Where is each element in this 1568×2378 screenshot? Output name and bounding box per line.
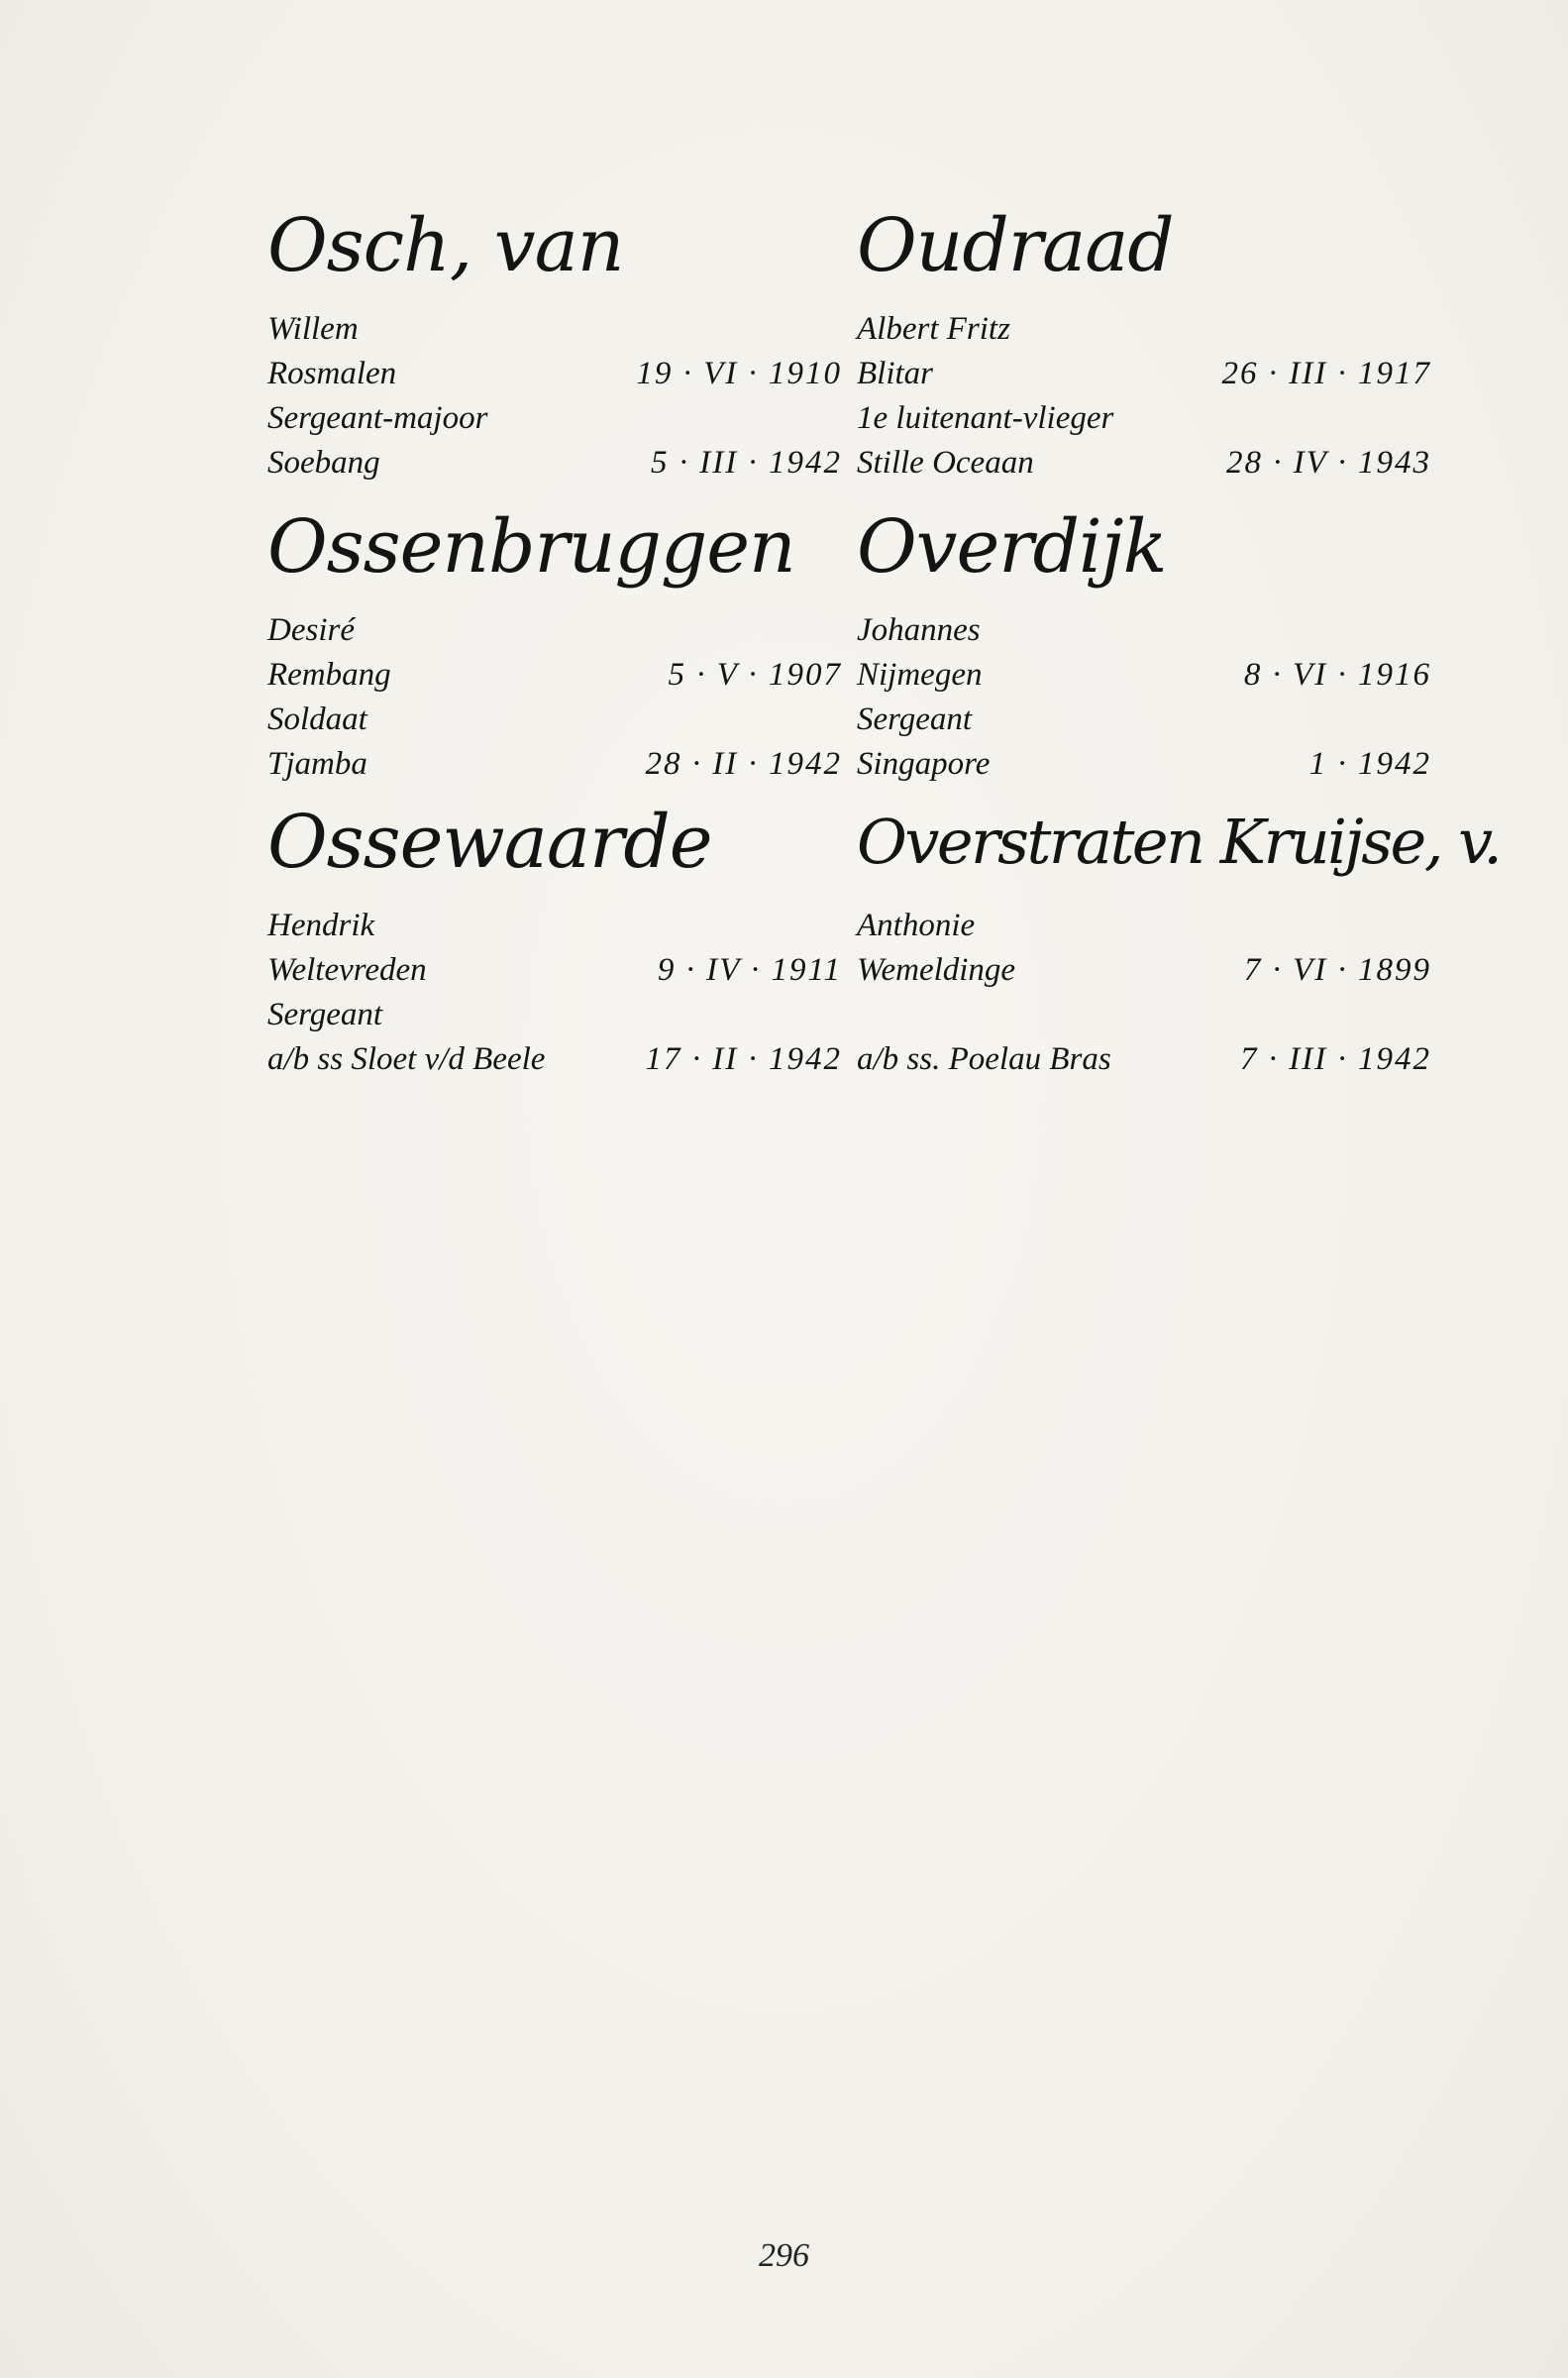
entry-ossenbruggen	[267, 505, 842, 787]
entry-line-date: 7 · III · 1942	[1240, 1041, 1431, 1077]
entry-line	[267, 441, 842, 486]
entry-overdijk	[857, 505, 1431, 787]
entry-line	[267, 698, 842, 742]
entry-line-text: Blitar	[857, 356, 934, 391]
entry-line-date: 5 · III · 1942	[651, 445, 842, 481]
entry-line	[267, 993, 842, 1037]
entry-line-text: Singapore	[857, 746, 991, 782]
entry-line-date: 1 · 1942	[1308, 746, 1431, 782]
entry-line	[267, 1037, 842, 1082]
entry-surname: Overdijk	[857, 504, 1167, 590]
entry-line	[267, 948, 842, 993]
entry-surname: Overstraten Kruijse, v.	[857, 806, 1501, 878]
entry-line	[267, 396, 842, 441]
entry-line-text: Anthonie	[857, 908, 976, 943]
entry-ossewaarde	[267, 801, 842, 1082]
entry-line	[267, 608, 842, 653]
entry-line-text: Sergeant	[267, 997, 383, 1032]
entry-line-text: Stille Oceaan	[857, 445, 1034, 481]
entry-line-text: Rosmalen	[267, 356, 397, 391]
entry-line-text: Wemeldinge	[857, 952, 1016, 988]
entry-line	[857, 396, 1431, 441]
entry-line	[857, 307, 1431, 352]
entry-line-date: 9 · IV · 1911	[657, 952, 842, 988]
entry-line	[857, 904, 1431, 948]
entry-line	[857, 993, 1431, 1037]
entry-oudraad	[857, 204, 1431, 486]
entry-line-text: Willem	[267, 311, 359, 347]
entry-line-date: 26 · III · 1917	[1221, 356, 1431, 391]
entry-line	[857, 742, 1431, 787]
entry-line-text: a/b ss. Poelau Bras	[857, 1041, 1111, 1077]
entry-line-text: Nijmegen	[857, 657, 983, 693]
entry-line-text: Hendrik	[267, 908, 375, 943]
entry-line-text: Weltevreden	[267, 952, 427, 988]
entry-line	[267, 653, 842, 698]
entry-line	[857, 441, 1431, 486]
entry-surname: Osch, van	[267, 203, 624, 288]
entry-line-date: 5 · V · 1907	[668, 657, 842, 693]
entry-line-text: Sergeant	[857, 702, 973, 737]
entry-line-text: Sergeant-majoor	[267, 400, 488, 436]
entry-line-date: 7 · VI · 1899	[1243, 952, 1431, 988]
entry-line-text: 1e luitenant-vlieger	[857, 400, 1114, 436]
entry-line-text: Rembang	[267, 657, 391, 693]
entry-line-date: 28 · II · 1942	[645, 746, 842, 782]
entry-line-text: Soebang	[267, 445, 380, 481]
entry-line-date: 28 · IV · 1943	[1225, 445, 1431, 481]
page-number: 296	[759, 2237, 809, 2274]
entry-line-text: a/b ss Sloet v/d Beele	[267, 1041, 546, 1077]
entry-overstraten-kruijse	[857, 801, 1501, 1082]
entry-line-date: 8 · VI · 1916	[1243, 657, 1431, 693]
entry-line	[267, 307, 842, 352]
entry-line	[857, 698, 1431, 742]
entry-line	[857, 1037, 1431, 1082]
entry-surname: Ossenbruggen	[267, 504, 795, 590]
entry-line	[267, 352, 842, 396]
entry-line-text: Desiré	[267, 612, 355, 648]
entry-line	[857, 608, 1431, 653]
entry-line-date: 19 · VI · 1910	[636, 356, 842, 391]
entry-line-text: Tjamba	[267, 746, 367, 782]
entry-surname: Oudraad	[857, 203, 1174, 288]
entry-line	[267, 742, 842, 787]
entry-line-text: Albert Fritz	[857, 311, 1010, 347]
entry-line	[267, 904, 842, 948]
entry-line	[857, 948, 1431, 993]
entry-line-date: 17 · II · 1942	[645, 1041, 842, 1077]
entry-line	[857, 653, 1431, 698]
entry-surname: Ossewaarde	[267, 800, 712, 885]
entry-osch-van	[267, 204, 842, 486]
entry-line-text: Johannes	[857, 612, 981, 648]
entry-line	[857, 352, 1431, 396]
entry-line-text: Soldaat	[267, 702, 367, 737]
